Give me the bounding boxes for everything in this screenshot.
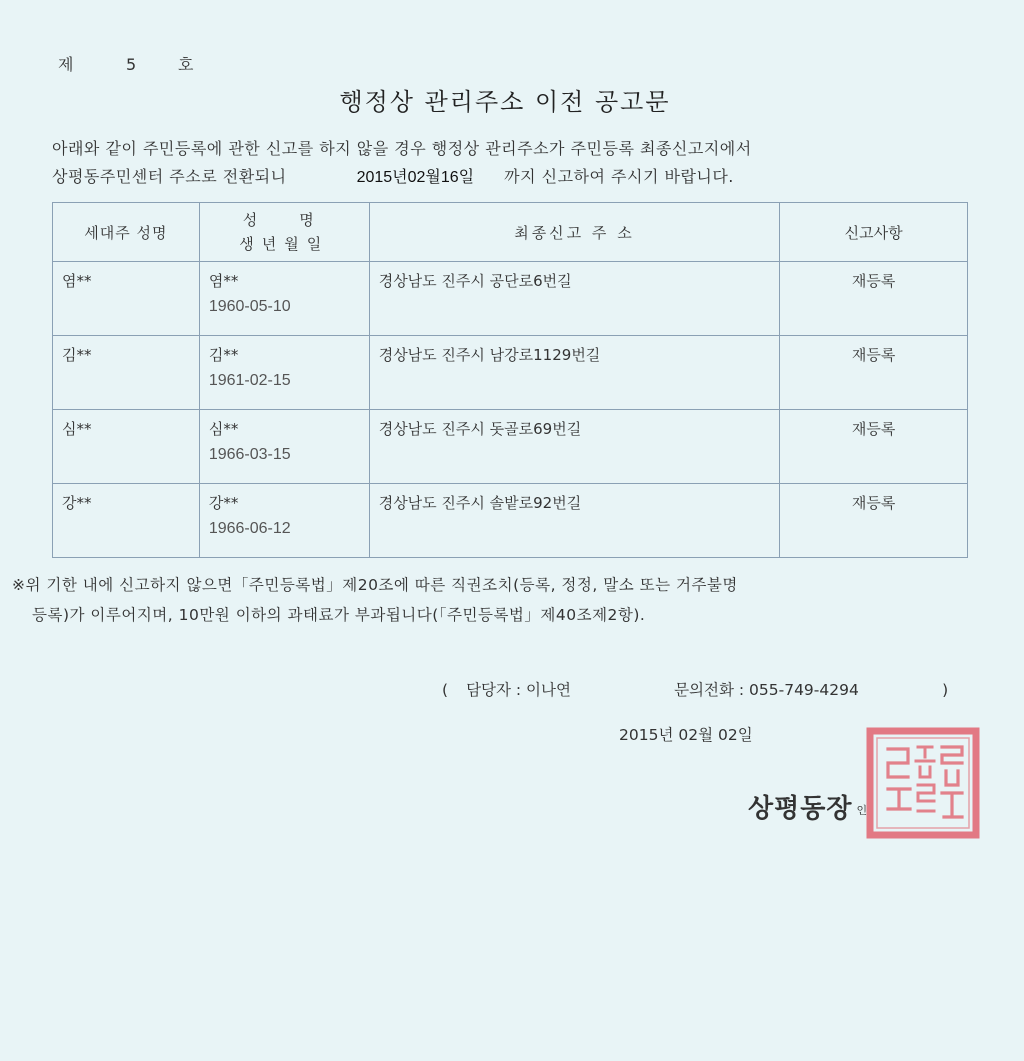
- cell-name-dob: [199, 484, 369, 558]
- header-householder: 세대주 성명: [53, 203, 200, 262]
- document-number: [58, 52, 193, 75]
- table-row: [53, 410, 968, 484]
- notice-table: [52, 202, 968, 558]
- document-title: 행정상 관리주소 이전 공고문: [339, 88, 671, 116]
- header-name: 성명: [242, 211, 356, 229]
- cell-householder: 염**: [53, 262, 200, 336]
- cell-report: 재등록: [780, 262, 968, 336]
- table-row: [53, 484, 968, 558]
- seal-mark-label: 인: [856, 803, 869, 817]
- doc-number-prefix: 제: [58, 55, 74, 74]
- signature: [748, 788, 868, 825]
- birth-date: 1966-03-15: [208, 446, 291, 463]
- cell-address: 경상남도 진주시 솔밭로92번길: [369, 484, 779, 558]
- cell-report: 재등록: [780, 484, 968, 558]
- cell-name-dob: [199, 336, 369, 410]
- person-name: 심**: [208, 420, 239, 438]
- intro-line-1: 아래와 같이 주민등록에 관한 신고를 하지 않을 경우 행정상 관리주소가 주민등록 최종신고지에서: [52, 139, 752, 158]
- cell-address: 경상남도 진주시 공단로6번길: [369, 262, 779, 336]
- contact-close-paren: ): [942, 681, 949, 699]
- warning-note: [12, 570, 738, 630]
- deadline-date: 2015년02월16일: [356, 169, 475, 186]
- contact-info: [442, 678, 948, 700]
- cell-name-dob: [199, 262, 369, 336]
- header-address: 최종신고 주 소: [369, 203, 779, 262]
- cell-address: 경상남도 진주시 남강로1129번길: [369, 336, 779, 410]
- header-report: 신고사항: [780, 203, 968, 262]
- header-dob: 생년월일: [239, 235, 330, 253]
- intro-line-2-start: 상평동주민센터 주소로 전환되니: [52, 167, 287, 186]
- header-name-dob: [199, 203, 369, 262]
- doc-number-value: 5: [126, 55, 137, 74]
- warning-line-1: ※위 기한 내에 신고하지 않으면「주민등록법」제20조에 따른 직권조치(등록, 정정, 말소 또는 거주불명: [12, 576, 738, 594]
- cell-report: 재등록: [780, 410, 968, 484]
- manager-name: 담당자 : 이나연: [466, 681, 571, 699]
- cell-householder: 심**: [53, 410, 200, 484]
- signature-name: 상평동장: [748, 794, 853, 824]
- person-name: 강**: [208, 494, 239, 512]
- table-row: [53, 336, 968, 410]
- intro-line-2-end: 까지 신고하여 주시기 바랍니다.: [504, 167, 734, 186]
- table-row: [53, 262, 968, 336]
- cell-name-dob: [199, 410, 369, 484]
- official-seal-stamp: [866, 727, 980, 839]
- table-header-row: [53, 203, 968, 262]
- birth-date: 1966-06-12: [208, 520, 291, 537]
- warning-line-2: 등록)가 이루어지며, 10만원 이하의 과태료가 부과됩니다(「주민등록법」제40조제2항).: [32, 606, 646, 624]
- cell-address: 경상남도 진주시 돗골로69번길: [369, 410, 779, 484]
- birth-date: 1961-02-15: [208, 372, 291, 389]
- person-name: 김**: [208, 346, 239, 364]
- cell-householder: 강**: [53, 484, 200, 558]
- person-name: 염**: [208, 272, 239, 290]
- issue-date: 2015년 02월 02일: [619, 726, 753, 744]
- cell-householder: 김**: [53, 336, 200, 410]
- contact-open-paren: (: [442, 681, 449, 699]
- intro-line-2: [52, 163, 752, 192]
- contact-phone: 문의전화 : 055-749-4294: [674, 681, 859, 699]
- cell-report: 재등록: [780, 336, 968, 410]
- intro-paragraph: [52, 135, 752, 192]
- birth-date: 1960-05-10: [208, 298, 291, 315]
- doc-number-suffix: 호: [178, 55, 194, 74]
